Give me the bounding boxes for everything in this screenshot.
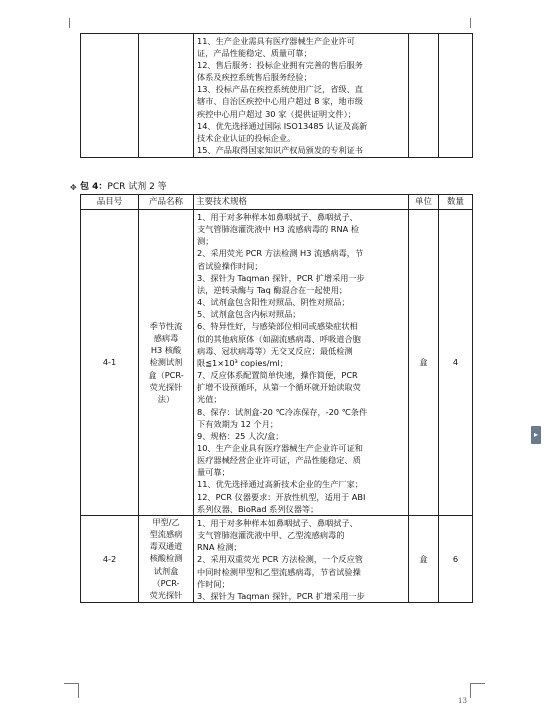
text-line: 疾控中心用户超过 30 家（提供证明文件）；: [197, 108, 356, 119]
empty-cell: [439, 34, 473, 158]
text-line: 15、产品取得国家知识产权局颁发的专利证书: [197, 144, 363, 155]
product-name-line: （PCR-: [152, 577, 180, 588]
table-move-handle-icon[interactable]: ✥: [70, 183, 77, 192]
continued-requirements-table: [80, 33, 473, 158]
specification-text: [194, 210, 409, 516]
spec-line: 支气管肺泡灌洗液中甲、乙型流感病毒的: [197, 530, 345, 541]
text-line: 证，产品性能稳定、质量可靠；: [197, 48, 312, 59]
product-name-line: 荧光探针: [149, 589, 183, 600]
package-title: PCR 试剂 2 等: [107, 182, 167, 192]
spec-line: 4、试剂盒包含阳性对照品、阴性对照品；: [197, 297, 350, 308]
spec-line: 系列仪器、BioRad 系列仪器等；: [197, 503, 319, 514]
quantity-value: 6: [439, 515, 473, 602]
spec-line: 量可靠；: [197, 467, 230, 478]
item-number: 4-2: [81, 515, 139, 602]
product-name-line: 检测试剂: [149, 357, 183, 368]
spec-line: 扩增不设预循环，从第一个循环就开始读取荧: [197, 382, 361, 393]
empty-cell: [139, 34, 194, 158]
empty-cell: [409, 34, 439, 158]
product-name: [139, 515, 194, 602]
package-label: 包 4：: [80, 182, 108, 192]
product-name-line: 甲型/乙: [152, 516, 180, 527]
page-number: 13: [458, 697, 467, 705]
spec-line: 3、探针为 Taqman 探针，PCR 扩增采用一步: [197, 272, 365, 283]
text-line: 体系及疾控系统售后服务经验；: [197, 72, 312, 83]
product-name-line: H3 核酸: [150, 345, 182, 356]
empty-cell: [81, 34, 139, 158]
product-name-line: 型流感病: [149, 529, 183, 540]
text-line: 11、生产企业需具有医疗器械生产企业许可: [197, 36, 355, 46]
product-name-line: 毒双通道: [149, 541, 183, 552]
crop-mark-bottom-right: [470, 683, 485, 698]
spec-line: 作时间；: [197, 578, 230, 589]
crop-mark-top-left: [55, 18, 70, 28]
spec-line: RNA 检测；: [197, 542, 242, 553]
spec-line: 2、采用双重荧光 PCR 方法检测，一个反应管: [197, 554, 363, 565]
spec-line: 12、PCR 仪器要求：开放性机型，适用于 ABI: [197, 491, 366, 502]
spec-line: 1、用于对多种样本如鼻咽拭子、鼻咽拭子、: [197, 517, 358, 528]
text-line: 辖市、自治区疾控中心用户超过 8 家，地市级: [197, 96, 363, 107]
spec-line: 医疗器械经营企业许可证，产品性能稳定、质: [197, 455, 361, 466]
spec-line: 光值；: [197, 394, 222, 405]
spec-line: 10、生产企业具有医疗器械生产企业许可证和: [197, 442, 363, 453]
spec-line: 中同时检测甲型和乙型流感病毒，节省试验操: [197, 566, 361, 577]
text-line: 14、优先选择通过国际 ISO13485 认证及高新: [197, 120, 368, 131]
spec-line: 11、优先选择通过高新技术企业的生产厂家；: [197, 479, 363, 490]
header-row: [81, 195, 473, 210]
header-specifications: 主要技术规格: [194, 195, 409, 210]
product-name-line: 季节性流: [149, 320, 183, 331]
spec-line: 似的其他病原体（如副流感病毒、呼吸道合胞: [197, 333, 361, 344]
header-item-number: 品目号: [81, 195, 139, 210]
unit-value: 盒: [409, 515, 439, 602]
product-name-line: 感病毒: [153, 333, 179, 344]
spec-line: 测；: [197, 236, 214, 247]
package-4-table: [80, 194, 473, 603]
section-heading: [80, 181, 167, 193]
text-line: 13、投标产品在疾控系统使用广泛，省级、直: [197, 84, 363, 95]
specification-text: [194, 515, 409, 602]
spec-line: 1、用于对多种样本如鼻咽拭子、鼻咽拭子、: [197, 212, 358, 222]
spec-line: 9、规格：25 人次/盒；: [197, 430, 284, 441]
product-name-line: 盒（PCR-: [148, 369, 184, 380]
spec-line: 下有效期为 12 个月；: [197, 418, 279, 429]
product-name-line: 法）: [157, 393, 175, 404]
side-panel-toggle[interactable]: ▸: [531, 426, 541, 444]
header-quantity: 数量: [439, 195, 473, 210]
crop-mark-bottom-left: [64, 683, 79, 698]
spec-line: 法，逆转录酶与 Taq 酶混合在一起使用；: [197, 284, 348, 295]
table-row: [81, 515, 473, 602]
spec-line: 支气管肺泡灌洗液中 H3 流感病毒的 RNA 检: [197, 224, 360, 235]
item-number: 4-1: [81, 210, 139, 516]
spec-line: 5、试剂盒包含内标对照品；: [197, 309, 301, 320]
text-line: 技术企业认证的投标企业。: [197, 132, 296, 143]
table-row: [81, 210, 473, 516]
spec-line: 7、反应体系配置简单快速，操作简便，PCR: [197, 370, 358, 381]
product-name-line: 试剂盒: [153, 565, 179, 576]
requirements-text: [194, 34, 409, 158]
spec-line: 病毒、冠状病毒等）无交叉反应；最低检测: [197, 345, 353, 356]
spec-line: 省试验操作时间；: [197, 260, 263, 271]
spec-line: 8、保存：试剂盒-20 ℃冷冻保存，-20 ℃条件: [197, 406, 368, 417]
spec-line: 3、探针为 Taqman 探针，PCR 扩增采用一步: [197, 590, 365, 601]
product-name-line: 核酸检测: [149, 553, 183, 564]
unit-value: 盒: [409, 210, 439, 516]
spec-line: 2、采用荧光 PCR 方法检测 H3 流感病毒，节: [197, 248, 364, 259]
header-product-name: 产品名称: [139, 195, 194, 210]
product-name: [139, 210, 194, 516]
text-line: 12、售后服务：投标企业拥有完善的售后服务: [197, 60, 363, 71]
spec-line: 限≦1×10³ copies/ml；: [197, 357, 288, 368]
crop-mark-top-right: [470, 18, 485, 28]
quantity-value: 4: [439, 210, 473, 516]
spec-line: 6、特异性好，与感染部位相同或感染症状相: [197, 321, 358, 332]
product-name-line: 荧光探针: [149, 381, 183, 392]
header-unit: 单位: [409, 195, 439, 210]
